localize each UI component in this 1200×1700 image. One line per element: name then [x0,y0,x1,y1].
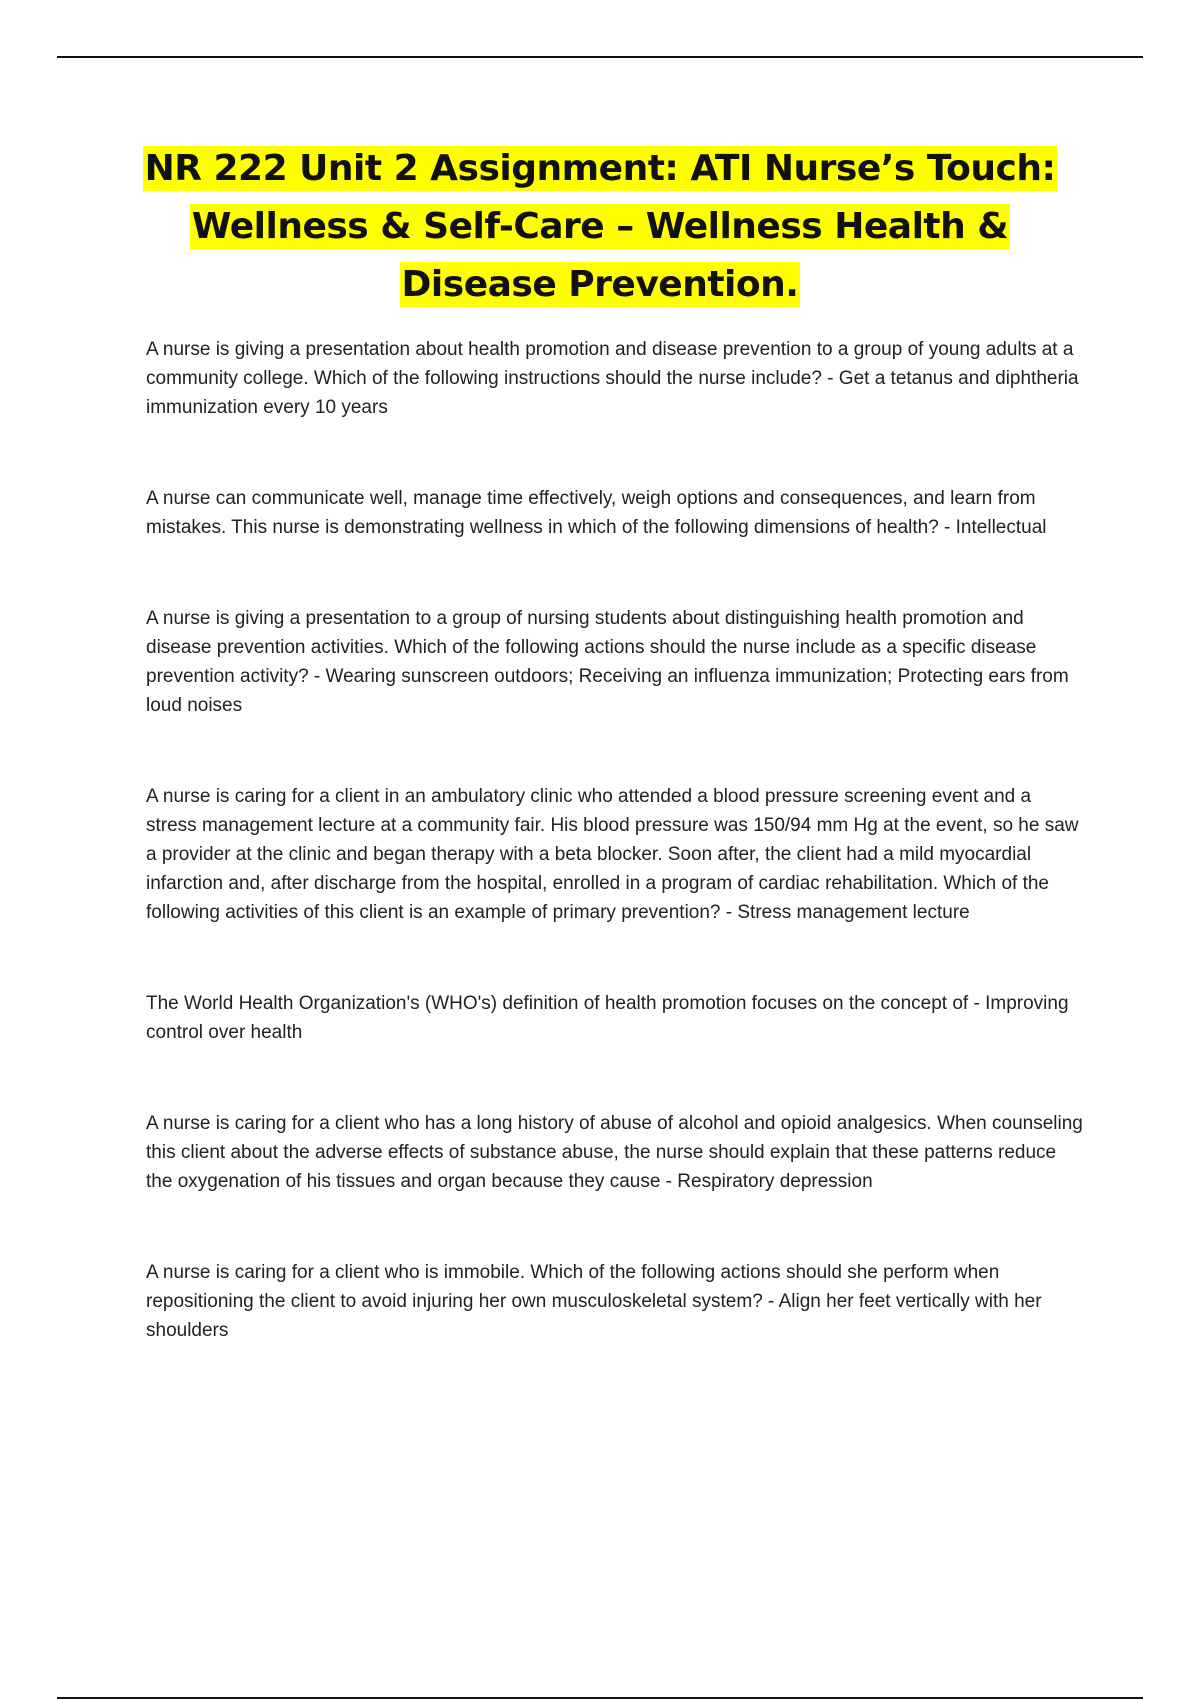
question-list [146,335,1086,1345]
question-item: A nurse can communicate well, manage time effectively, weigh options and consequences, and learn from mistakes. This nurse is demonstrating wellness in which of the following dimensions of health? - Intellectual [146,488,1047,538]
top-rule [57,56,1143,58]
question-item: A nurse is caring for a client who is immobile. Which of the following actions should she perform when repositioning the client to avoid injuring her own musculoskeletal system? - Align her feet vertically with her shoulders [146,1262,1042,1341]
question-item: A nurse is caring for a client in an ambulatory clinic who attended a blood pressure screening event and a stress management lecture at a community fair. His blood pressure was 150/94 mm Hg at the event, so he saw a provider at the clinic and began therapy with a beta blocker. Soon after, the client had a mild myocardial infarction and, after discharge from the hospital, enrolled in a program of cardiac rehabilitation. Which of the following activities of this client is an example of primary prevention? - Stress management lecture [146,786,1079,923]
title-highlight: NR 222 Unit 2 Assignment: ATI Nurse’s Touch: Wellness & Self-Care – Wellness Health & Disease Prevention. [144,148,1056,305]
document-title [120,140,1080,314]
question-item: The World Health Organization's (WHO's) definition of health promotion focuses on the concept of - Improving control over health [146,993,1069,1043]
question-item: A nurse is caring for a client who has a long history of abuse of alcohol and opioid analgesics. When counseling this client about the adverse effects of substance abuse, the nurse should explain that these patterns reduce the oxygenation of his tissues and organ because they cause - Respiratory depression [146,1113,1083,1192]
question-item: A nurse is giving a presentation to a group of nursing students about distinguishing health promotion and disease prevention activities. Which of the following actions should the nurse include as a specific disease prevention activity? - Wearing sunscreen outdoors; Receiving an influenza immunization; Protecting ears from loud noises [146,608,1069,716]
bottom-rule [57,1697,1143,1699]
question-item: A nurse is giving a presentation about health promotion and disease prevention to a group of young adults at a community college. Which of the following instructions should the nurse include? - Get a tetanus and diphtheria immunization every 10 years [146,339,1079,418]
